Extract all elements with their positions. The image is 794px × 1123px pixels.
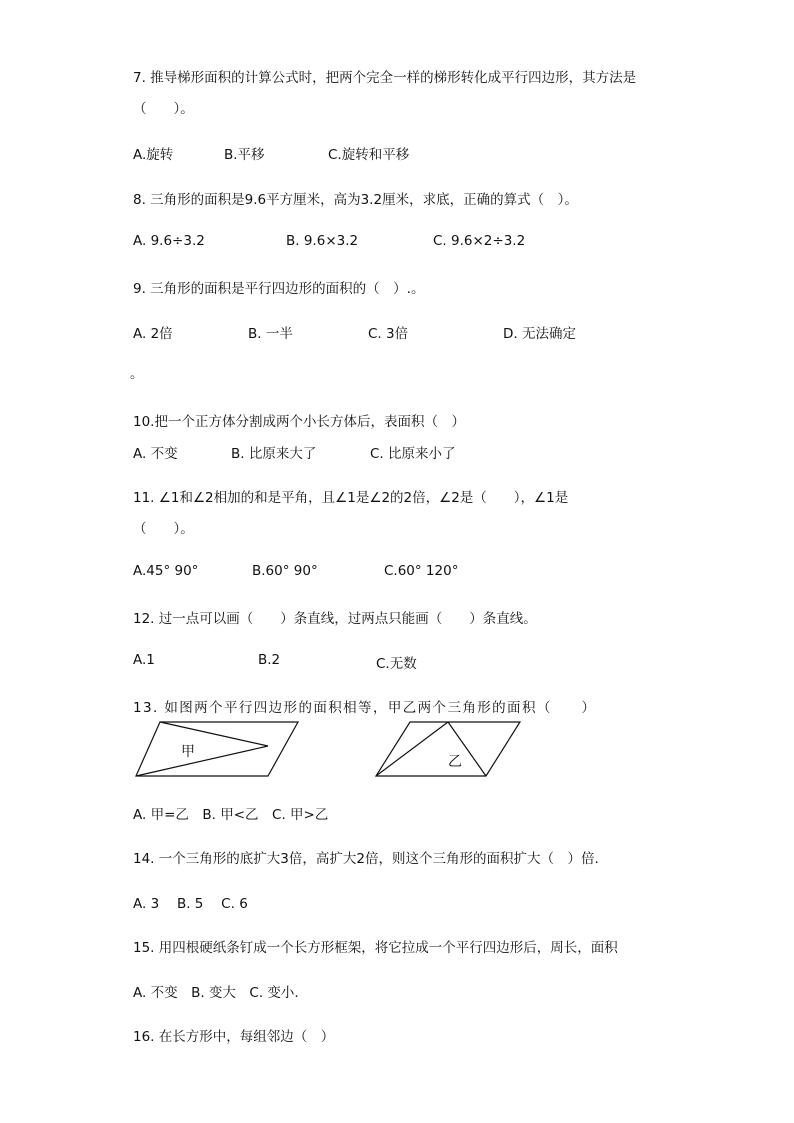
q12-option-c: C.无数 <box>376 656 417 672</box>
q8-option-c: C. 9.6×2÷3.2 <box>433 233 526 249</box>
q9-option-c: C. 3倍 <box>368 326 409 342</box>
q10-option-a: A. 不变 <box>133 446 178 462</box>
q9-trailing-mark: 。 <box>130 366 144 382</box>
q13-figure <box>130 718 530 783</box>
q16-stem: 16. 在长方形中，每组邻边（ ） <box>133 1029 335 1045</box>
q12-stem: 12. 过一点可以画（ ）条直线，过两点只能画（ ）条直线。 <box>133 611 537 627</box>
label-jia: 甲 <box>181 744 195 760</box>
q10-option-b: B. 比原来大了 <box>231 446 317 462</box>
q11-option-a: A.45° 90° <box>133 563 199 579</box>
left-triangle-edge-bottom <box>136 746 268 776</box>
q14-options: A. 3 B. 5 C. 6 <box>133 896 248 912</box>
q7-stem-line2: （ ）。 <box>133 101 194 117</box>
q15-options: A. 不变 B. 变大 C. 变小. <box>133 985 299 1001</box>
q14-stem: 14. 一个三角形的底扩大3倍，高扩大2倍，则这个三角形的面积扩大（ ）倍. <box>133 851 599 867</box>
q9-stem: 9. 三角形的面积是平行四边形的面积的（ ）.。 <box>133 281 425 297</box>
q7-stem-line1: 7. 推导梯形面积的计算公式时，把两个完全一样的梯形转化成平行四边形，其方法是 <box>133 70 637 86</box>
q11-stem-line2: （ ）。 <box>133 521 194 537</box>
q7-option-b: B.平移 <box>224 147 265 163</box>
q8-option-b: B. 9.6×3.2 <box>286 233 359 249</box>
label-yi: 乙 <box>448 754 462 770</box>
q9-option-a: A. 2倍 <box>133 326 173 342</box>
q7-option-a: A.旋转 <box>133 147 174 163</box>
q12-option-a: A.1 <box>133 652 155 668</box>
q8-option-a: A. 9.6÷3.2 <box>133 233 205 249</box>
q7-option-c: C.旋转和平移 <box>328 147 410 163</box>
left-triangle-edge-top <box>160 722 268 746</box>
q12-option-b: B.2 <box>258 652 281 668</box>
q13-stem: 13. 如图两个平行四边形的面积相等，甲乙两个三角形的面积（ ） <box>133 700 597 716</box>
q15-stem: 15. 用四根硬纸条钉成一个长方形框架，将它拉成一个平行四边形后，周长，面积 <box>133 940 618 956</box>
q11-option-b: B.60° 90° <box>252 563 318 579</box>
q13-options: A. 甲=乙 B. 甲<乙 C. 甲>乙 <box>133 807 329 823</box>
right-diagonal <box>376 722 448 776</box>
q10-option-c: C. 比原来小了 <box>370 446 456 462</box>
left-parallelogram <box>136 722 298 776</box>
q11-option-c: C.60° 120° <box>384 563 459 579</box>
q9-option-b: B. 一半 <box>248 326 293 342</box>
q11-stem-line1: 11. ∠1和∠2相加的和是平角，且∠1是∠2的2倍，∠2是（ ），∠1是 <box>133 490 569 506</box>
q10-stem: 10.把一个正方体分割成两个小长方体后，表面积（ ） <box>133 414 465 430</box>
q9-option-d: D. 无法确定 <box>503 326 576 342</box>
q8-stem: 8. 三角形的面积是9.6平方厘米，高为3.2厘米，求底，正确的算式（ ）。 <box>133 192 578 208</box>
